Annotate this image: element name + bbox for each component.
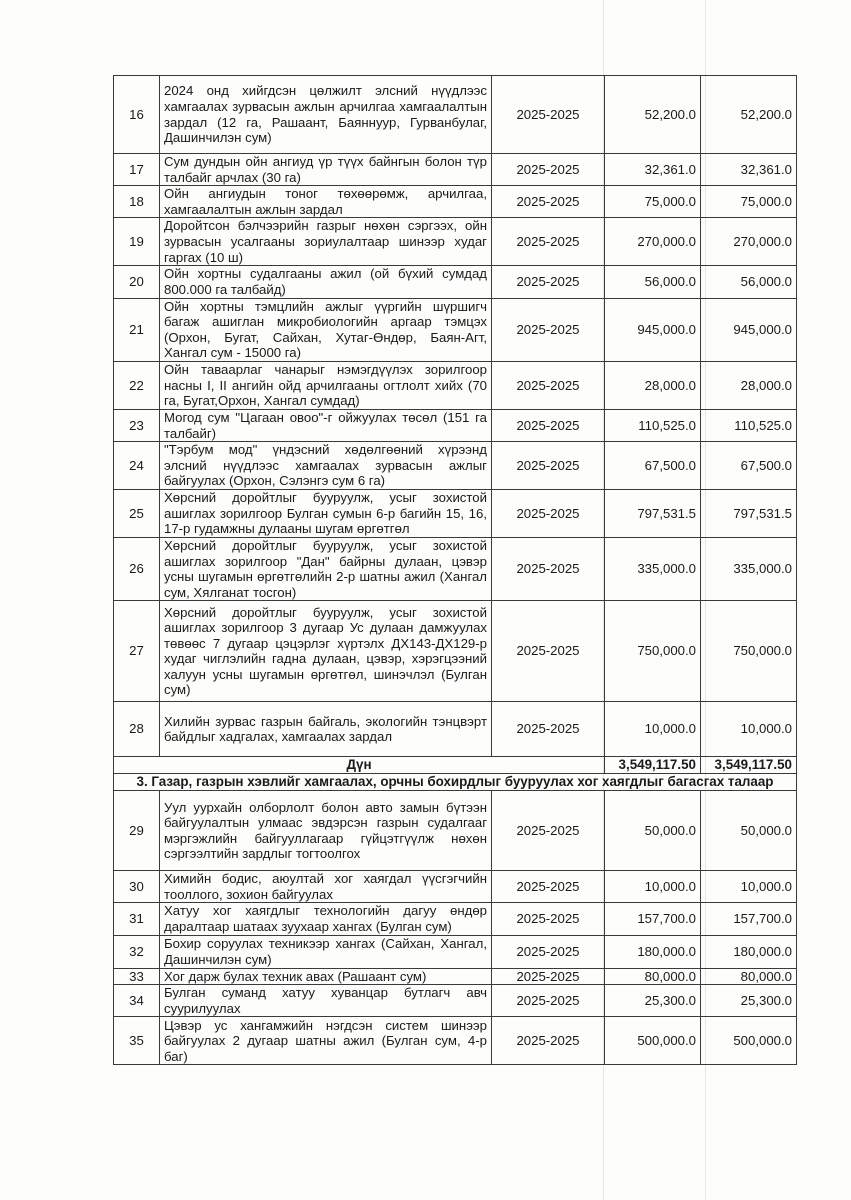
- row-period: 2025-2025: [492, 702, 605, 757]
- row-number: 29: [114, 791, 160, 871]
- row-total: 50,000.0: [701, 791, 797, 871]
- row-number: 31: [114, 903, 160, 935]
- row-total: 25,300.0: [701, 985, 797, 1017]
- row-total: 10,000.0: [701, 871, 797, 903]
- table-body-environment: [114, 76, 797, 757]
- table-row: [114, 935, 797, 968]
- row-amount: 28,000.0: [605, 361, 701, 409]
- row-description: Хөрсний доройтлыг бууруулж, усыг зохистой ашиглах зорилгоор 3 дугаар Ус дулаан дамжуулах төвөөс 7 дугаар цэцэрлэг хүртэлх ДХ143-ДХ129-р худаг чиглэлийн гадна дулаан, цэвэр, хэрэгцээний халуун усны шугамын өргөтгөл, шинэчлэл (Булган сум): [160, 601, 492, 702]
- row-number: 23: [114, 409, 160, 441]
- table-row: [114, 871, 797, 903]
- row-description: Ойн ангиудын тоног төхөөрөмж, арчилгаа, хамгаалалтын ажлын зардал: [160, 186, 492, 218]
- table-row: [114, 601, 797, 702]
- row-amount: 52,200.0: [605, 76, 701, 154]
- row-number: 35: [114, 1017, 160, 1065]
- row-description: Ойн хортны тэмцлийн ажлыг үүргийн шүршигч багаж ашиглан микробиологийн аргаар тэмцэх (Орхон, Бугат, Сайхан, Хутаг-Өндөр, Баян-Агт, Хангал сум - 15000 га): [160, 298, 492, 361]
- row-total: 157,700.0: [701, 903, 797, 935]
- table-row: [114, 266, 797, 298]
- subtotal-row: [114, 757, 797, 774]
- row-period: 2025-2025: [492, 266, 605, 298]
- table-row: [114, 76, 797, 154]
- row-number: 21: [114, 298, 160, 361]
- row-amount: 80,000.0: [605, 968, 701, 985]
- table-body-land-protection: [114, 791, 797, 1065]
- row-description: "Тэрбум мод" үндэсний хөдөлгөөний хүрээнд элсний нүүдлээс хамгаалах зурвасын ажлыг байгуулах (Орхон, Сэлэнгэ сум 6 га): [160, 442, 492, 490]
- row-period: 2025-2025: [492, 968, 605, 985]
- row-description: Могод сум "Цагаан овоо"-г ойжуулах төсөл (151 га талбайг): [160, 409, 492, 441]
- row-total: 32,361.0: [701, 154, 797, 186]
- table-row: [114, 361, 797, 409]
- row-total: 180,000.0: [701, 935, 797, 968]
- row-period: 2025-2025: [492, 186, 605, 218]
- row-description: Ойн таваарлаг чанарыг нэмэгдүүлэх зорилгоор насны I, II ангийн ойд арчилгааны огтлолт хийх (70 га, Бугат,Орхон, Хангал сумдад): [160, 361, 492, 409]
- table-row: [114, 298, 797, 361]
- row-amount: 270,000.0: [605, 218, 701, 266]
- row-total: 110,525.0: [701, 409, 797, 441]
- section-header-row: [114, 774, 797, 791]
- row-period: 2025-2025: [492, 601, 605, 702]
- section-title: 3. Газар, газрын хэвлийг хамгаалах, орчны бохирдлыг бууруулах хог хаягдлыг багасгах талаар: [114, 774, 797, 791]
- row-total: 52,200.0: [701, 76, 797, 154]
- row-description: Сум дундын ойн ангиуд үр түүх байнгын болон түр талбайг арчлах (30 га): [160, 154, 492, 186]
- subtotal-amount: 3,549,117.50: [605, 757, 701, 774]
- table-row: [114, 409, 797, 441]
- row-amount: 750,000.0: [605, 601, 701, 702]
- row-period: 2025-2025: [492, 935, 605, 968]
- row-description: Хөрсний доройтлыг бууруулж, усыг зохистой ашиглах зорилгоор "Дан" байрны дулаан, цэвэр усны шугамын өргөтгөлийн 2-р шатны ажил (Хангал сум, Хялганат тосгон): [160, 537, 492, 600]
- row-total: 270,000.0: [701, 218, 797, 266]
- row-number: 26: [114, 537, 160, 600]
- row-number: 22: [114, 361, 160, 409]
- row-period: 2025-2025: [492, 1017, 605, 1065]
- table-row: [114, 791, 797, 871]
- row-amount: 50,000.0: [605, 791, 701, 871]
- row-total: 75,000.0: [701, 186, 797, 218]
- row-amount: 180,000.0: [605, 935, 701, 968]
- row-amount: 10,000.0: [605, 702, 701, 757]
- row-period: 2025-2025: [492, 791, 605, 871]
- subtotal-label: Дүн: [114, 757, 605, 774]
- row-total: 335,000.0: [701, 537, 797, 600]
- row-total: 10,000.0: [701, 702, 797, 757]
- row-number: 28: [114, 702, 160, 757]
- row-number: 16: [114, 76, 160, 154]
- row-description: 2024 онд хийгдсэн цөлжилт элсний нүүдлээс хамгаалах зурвасын ажлын арчилгаа хамгаалалтын зардал (12 га, Рашаант, Баяннуур, Гурванбулаг, Дашинчилэн сум): [160, 76, 492, 154]
- row-number: 19: [114, 218, 160, 266]
- row-description: Цэвэр ус хангамжийн нэгдсэн систем шинээр байгуулах 2 дугаар шатны ажил (Булган сум, 4-р баг): [160, 1017, 492, 1065]
- table-row: [114, 1017, 797, 1065]
- row-amount: 25,300.0: [605, 985, 701, 1017]
- row-number: 24: [114, 442, 160, 490]
- row-amount: 56,000.0: [605, 266, 701, 298]
- row-number: 25: [114, 490, 160, 538]
- row-total: 500,000.0: [701, 1017, 797, 1065]
- row-amount: 32,361.0: [605, 154, 701, 186]
- row-description: Доройтсон бэлчээрийн газрыг нөхөн сэргээх, ойн зурвасын усалгааны зориулалтаар шинээр худаг гаргах (10 ш): [160, 218, 492, 266]
- row-amount: 75,000.0: [605, 186, 701, 218]
- row-period: 2025-2025: [492, 76, 605, 154]
- row-amount: 945,000.0: [605, 298, 701, 361]
- row-period: 2025-2025: [492, 154, 605, 186]
- row-total: 945,000.0: [701, 298, 797, 361]
- row-period: 2025-2025: [492, 903, 605, 935]
- row-description: Хөрсний доройтлыг бууруулж, усыг зохистой ашиглах зорилгоор Булган сумын 6-р багийн 15, 16, 17-р гудамжны дулааны шугам өргөтгөл: [160, 490, 492, 538]
- table-row: [114, 218, 797, 266]
- row-total: 28,000.0: [701, 361, 797, 409]
- row-amount: 335,000.0: [605, 537, 701, 600]
- row-description: Хатуу хог хаягдлыг технологийн дагуу өндөр даралтаар шатаах зуухаар хангах (Булган сум): [160, 903, 492, 935]
- row-description: Хилийн зурвас газрын байгаль, экологийн тэнцвэрт байдлыг хадгалах, хамгаалах зардал: [160, 702, 492, 757]
- table-row: [114, 903, 797, 935]
- row-description: Бохир соруулах техникээр хангах (Сайхан, Хангал, Дашинчилэн сум): [160, 935, 492, 968]
- row-period: 2025-2025: [492, 871, 605, 903]
- row-amount: 110,525.0: [605, 409, 701, 441]
- row-number: 20: [114, 266, 160, 298]
- row-total: 750,000.0: [701, 601, 797, 702]
- row-amount: 10,000.0: [605, 871, 701, 903]
- row-total: 797,531.5: [701, 490, 797, 538]
- row-number: 33: [114, 968, 160, 985]
- row-number: 27: [114, 601, 160, 702]
- table-row: [114, 702, 797, 757]
- table-row: [114, 154, 797, 186]
- row-number: 17: [114, 154, 160, 186]
- row-period: 2025-2025: [492, 361, 605, 409]
- row-period: 2025-2025: [492, 298, 605, 361]
- table-row: [114, 985, 797, 1017]
- row-period: 2025-2025: [492, 537, 605, 600]
- row-number: 34: [114, 985, 160, 1017]
- row-period: 2025-2025: [492, 218, 605, 266]
- row-description: Хог дарж булах техник авах (Рашаант сум): [160, 968, 492, 985]
- row-amount: 157,700.0: [605, 903, 701, 935]
- row-description: Булган суманд хатуу хуванцар бутлагч авч суурилуулах: [160, 985, 492, 1017]
- row-number: 30: [114, 871, 160, 903]
- row-total: 56,000.0: [701, 266, 797, 298]
- row-description: Уул уурхайн олборлолт болон авто замын бүтээн байгуулалтын улмаас эвдэрсэн газрын судалгааг мэргэжлийн байгууллагаар гүйцэтгүүлж нөхөн сэргээлтийн зардлыг тогтоолгох: [160, 791, 492, 871]
- table-row: [114, 968, 797, 985]
- row-amount: 500,000.0: [605, 1017, 701, 1065]
- row-total: 80,000.0: [701, 968, 797, 985]
- table-row: [114, 442, 797, 490]
- budget-table: [113, 75, 797, 1065]
- table-row: [114, 537, 797, 600]
- row-period: 2025-2025: [492, 442, 605, 490]
- row-amount: 67,500.0: [605, 442, 701, 490]
- table-row: [114, 186, 797, 218]
- row-number: 18: [114, 186, 160, 218]
- row-amount: 797,531.5: [605, 490, 701, 538]
- row-number: 32: [114, 935, 160, 968]
- row-period: 2025-2025: [492, 490, 605, 538]
- row-total: 67,500.0: [701, 442, 797, 490]
- table-row: [114, 490, 797, 538]
- row-period: 2025-2025: [492, 985, 605, 1017]
- row-description: Ойн хортны судалгааны ажил (ой бүхий сумдад 800.000 га талбайд): [160, 266, 492, 298]
- row-period: 2025-2025: [492, 409, 605, 441]
- row-description: Химийн бодис, аюултай хог хаягдал үүсгэгчийн тооллого, зохион байгуулах: [160, 871, 492, 903]
- subtotal-total: 3,549,117.50: [701, 757, 797, 774]
